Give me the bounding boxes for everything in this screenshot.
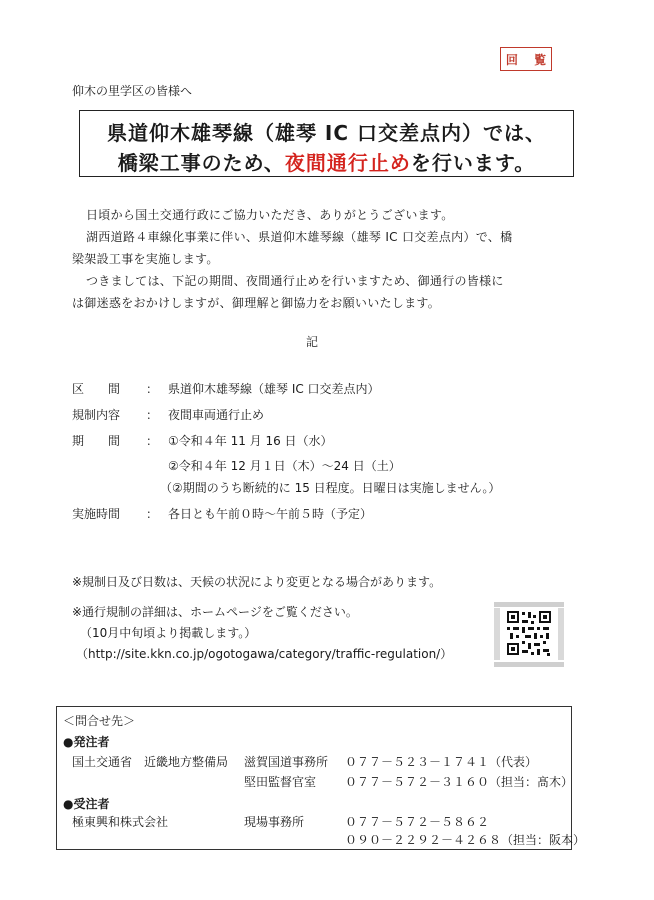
detail-note: ※通行規制の詳細は、ホームページをご覧ください。 [72,605,358,619]
headline-line-2 [80,147,573,176]
contact-heading: ＜問合せ先＞ [63,714,136,728]
time-value: 各日とも午前０時～午前５時（予定） [168,507,373,521]
regulation-colon: ： [146,408,159,422]
posting-note: （10月中旬頃より掲載します。） [80,626,257,640]
section-label: 区 間 [72,382,121,396]
regulation-value: 夜間車両通行止め [168,408,265,422]
section-colon: ： [146,382,159,396]
orderer-office-2: 堅田監督官室 [244,775,317,789]
contractor-phone-1: ０７７－５７２－５８６２ [345,815,490,829]
headline-line-2-post: を行います。 [410,151,536,175]
weather-note: ※規制日及び日数は、天候の状況により変更となる場合があります。 [72,575,442,589]
body-paragraph-3b: は御迷惑をおかけしますが、御理解と御協力をお願いいたします。 [72,296,441,310]
body-paragraph-3a: つきましては、下記の期間、夜間通行止めを行いますため、御通行の皆様に [86,274,504,288]
circulation-stamp: 回 覧 [500,47,552,71]
orderer-organization: 国土交通省 近畿地方整備局 [72,755,229,769]
time-colon: ： [146,507,159,521]
homepage-url: （http://site.kkn.co.jp/ogotogawa/category/traffic-regulation/） [76,647,453,661]
contractor-phone-2: ０９０－２２９２－４２６８（担当：阪本） [345,833,586,847]
period-label: 期 間 [72,434,121,448]
contractor-heading: ●受注者 [63,797,110,811]
orderer-phone-2: ０７７－５７２－３１６０（担当：髙木） [345,775,574,789]
body-paragraph-1: 日頃から国土交通行政にご協力いただき、ありがとうございます。 [86,208,454,222]
period-colon: ： [146,434,159,448]
qr-code-icon[interactable] [492,600,566,670]
headline-box [79,110,574,177]
body-paragraph-2b: 梁架設工事を実施します。 [72,252,219,266]
orderer-heading: ●発注者 [63,735,110,749]
contractor-office: 現場事務所 [244,815,305,829]
period-note: （②期間のうち断続的に 15 日程度。日曜日は実施しません。） [160,481,501,495]
body-paragraph-2a: 湖西道路４車線化事業に伴い、県道仰木雄琴線（雄琴 IC 口交差点内）で、橋 [86,230,513,244]
headline-emphasis: 夜間通行止め [284,151,411,175]
time-label: 実施時間 [72,507,121,521]
headline-line-1: 県道仰木雄琴線（雄琴 IC 口交差点内）では、 [106,121,547,145]
headline-line-2-pre: 橋梁工事のため、 [117,151,285,175]
section-value: 県道仰木雄琴線（雄琴 IC 口交差点内） [168,382,380,396]
period-1: ①令和４年 11 月 16 日（水） [168,434,333,448]
ki-marker: 記 [306,335,319,349]
recipient-line: 仰木の里学区の皆様へ [72,84,193,98]
orderer-phone-1: ０７７－５２３－１７４１（代表） [345,755,538,769]
regulation-label: 規制内容 [72,408,121,422]
orderer-office-1: 滋賀国道事務所 [244,755,329,769]
contact-box [56,706,586,850]
period-2: ②令和４年 12 月１日（木）～24 日（土） [168,459,401,473]
contractor-organization: 極東興和株式会社 [72,815,169,829]
